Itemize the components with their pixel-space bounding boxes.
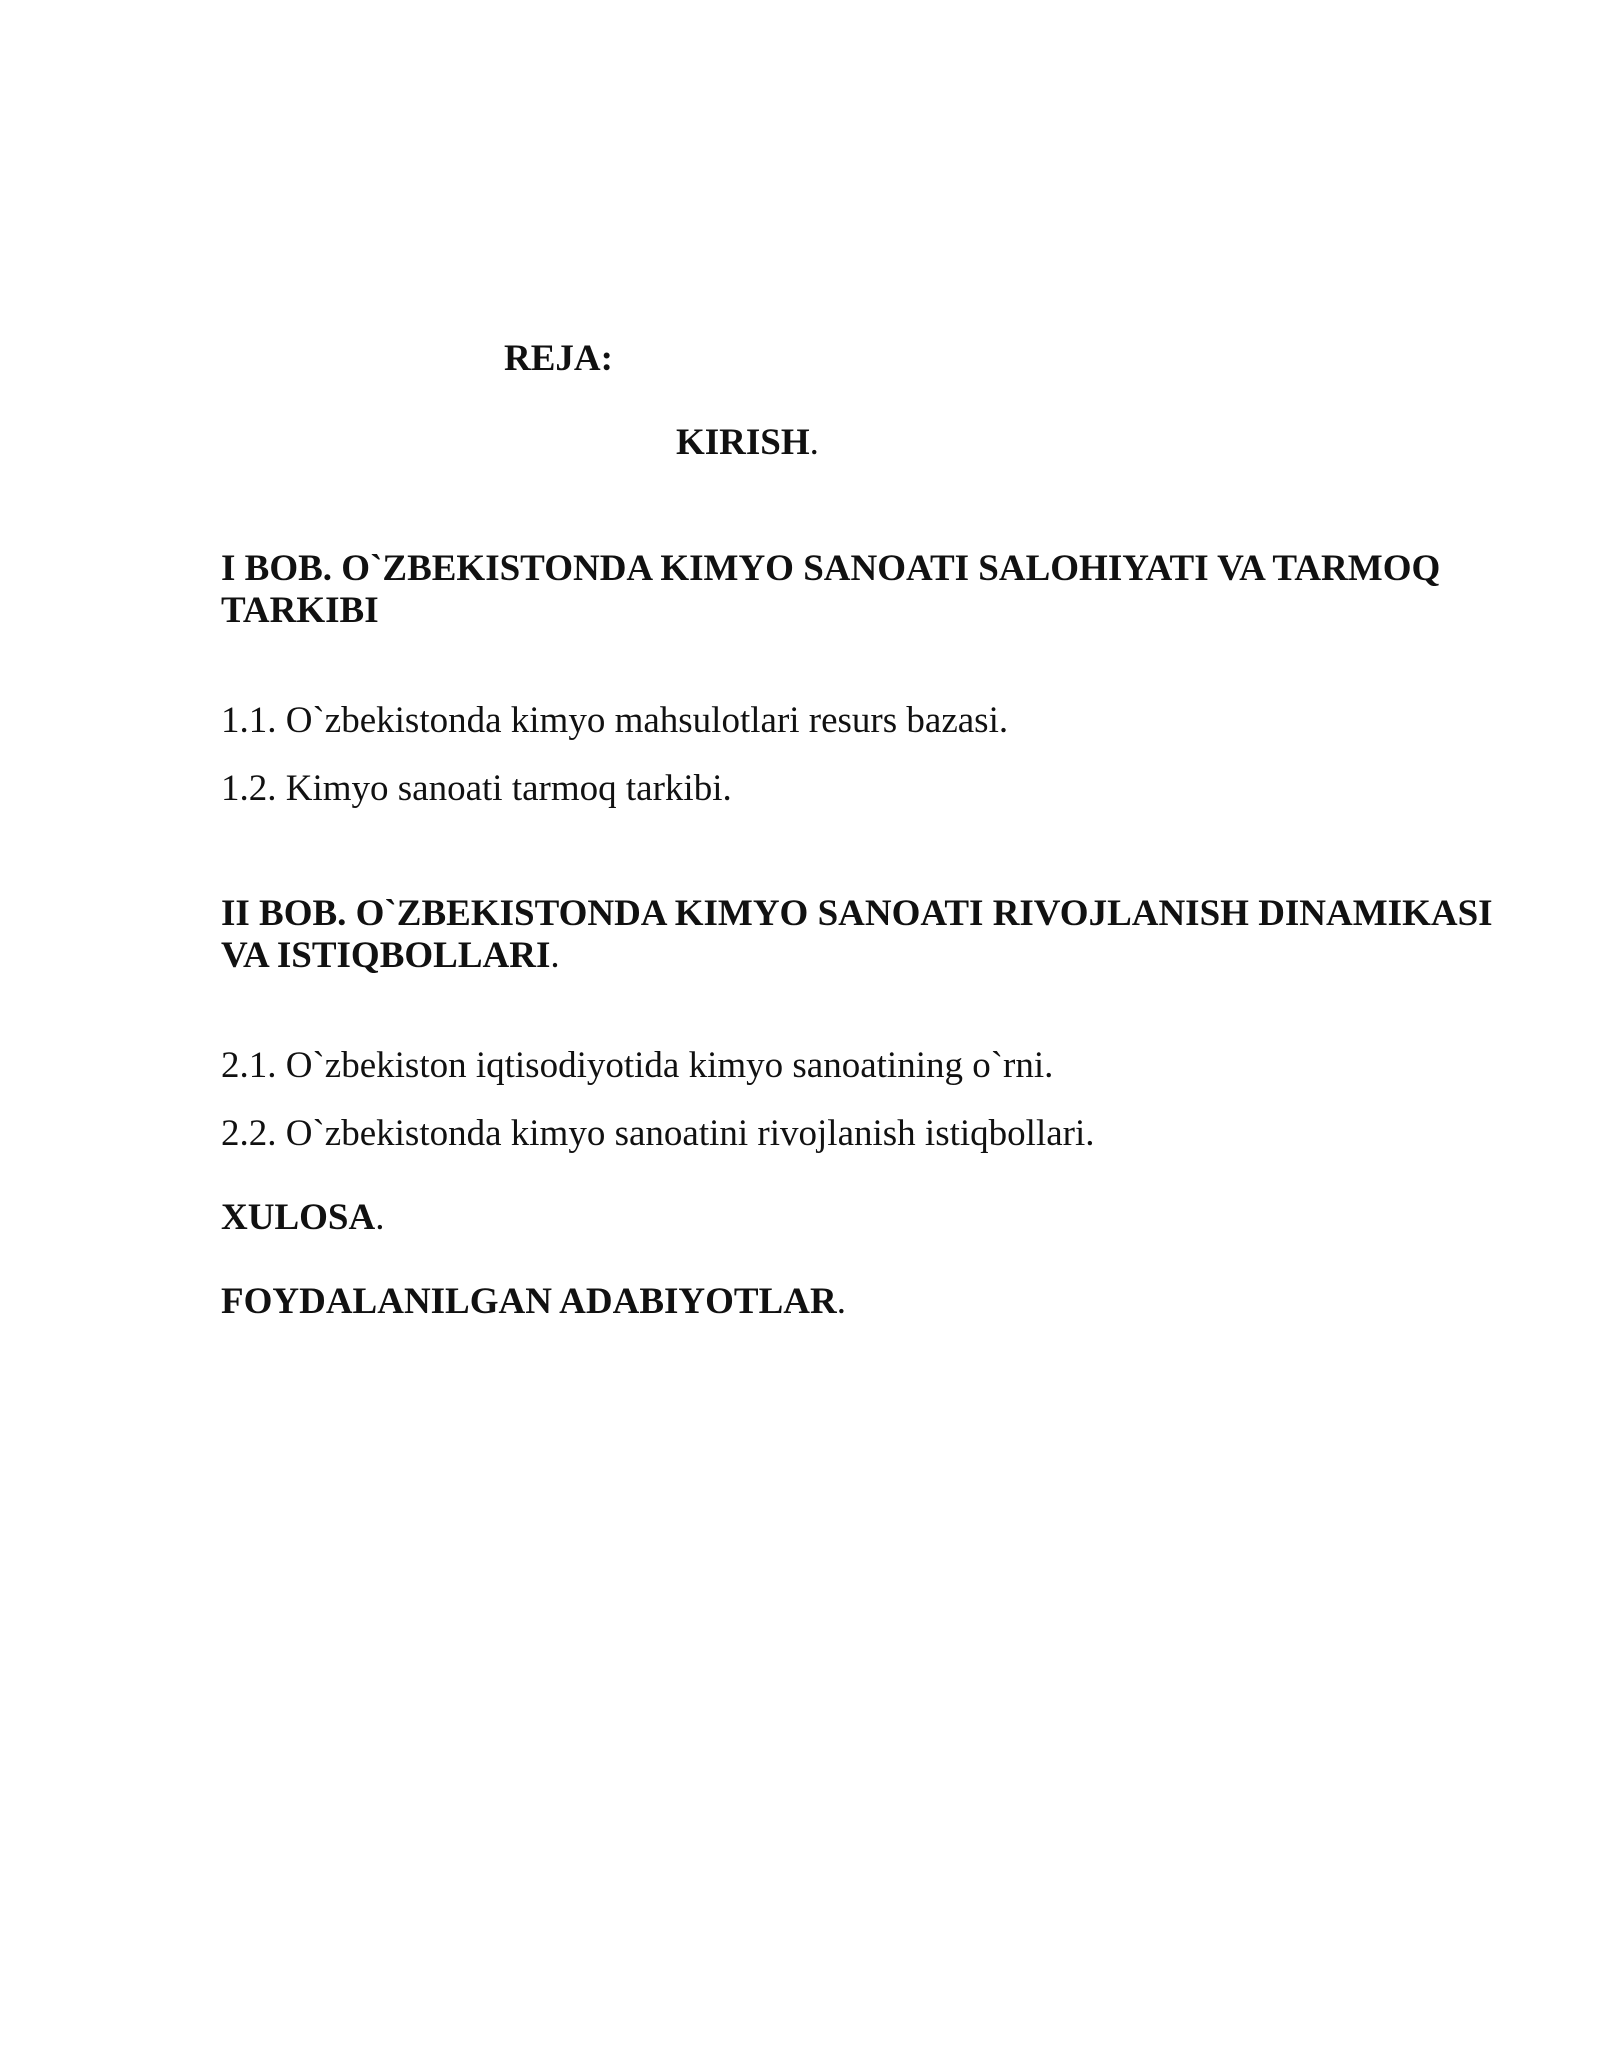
chapter2-heading-suffix: . (550, 935, 560, 976)
references-heading (221, 1281, 846, 1323)
chapter1-item-1: 1.1. O`zbekistonda kimyo mahsulotlari resurs bazasi. (221, 700, 1009, 741)
references-text: FOYDALANILGAN ADABIYOTLAR (221, 1281, 837, 1322)
intro-text: KIRISH (676, 422, 810, 463)
conclusion-suffix: . (375, 1197, 385, 1238)
chapter1-item-2: 1.2. Kimyo sanoati tarmoq tarkibi. (221, 768, 732, 809)
chapter1-heading: I BOB. O`ZBEKISTONDA KIMYO SANOATI SALOHIYATI VA TARMOQ TARKIBI (221, 548, 1441, 631)
intro-heading (676, 422, 819, 464)
chapter2-heading (221, 893, 1511, 977)
chapter2-item-2: 2.2. O`zbekistonda kimyo sanoatini rivojlanish istiqbollari. (221, 1113, 1095, 1154)
plan-title: REJA: (504, 338, 613, 379)
chapter2-item-1: 2.1. O`zbekiston iqtisodiyotida kimyo sanoatining o`rni. (221, 1045, 1054, 1086)
conclusion-heading (221, 1197, 384, 1239)
intro-suffix: . (809, 422, 819, 463)
conclusion-text: XULOSA (221, 1197, 376, 1238)
references-suffix: . (836, 1281, 846, 1322)
chapter2-heading-text: II BOB. O`ZBEKISTONDA KIMYO SANOATI RIVOJLANISH DINAMIKASI VA ISTIQBOLLARI (221, 893, 1493, 976)
